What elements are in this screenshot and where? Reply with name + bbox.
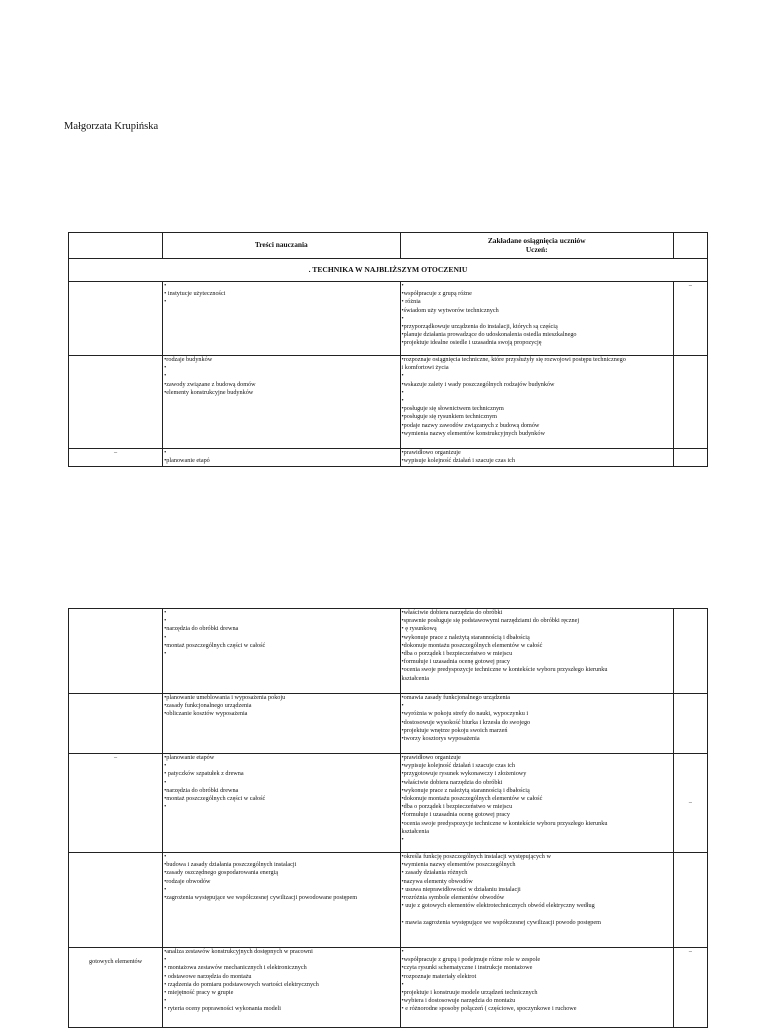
- table-row: [69, 853, 708, 948]
- cell-col4: –: [673, 282, 707, 356]
- list-item: •przygotowuje rysunek wykonawczy i złożeniowy: [401, 770, 527, 778]
- list-item: •rodzaje obwodów: [164, 877, 211, 885]
- header-outcomes: [400, 233, 673, 259]
- list-item: •: [401, 372, 404, 380]
- list-item: •dba o porządek i bezpieczeństwo w miejscu: [401, 803, 513, 811]
- list-item: •rozpoznaje osiągnięcia techniczne, które przysłużyły się rozwojowi postępu technicznego: [401, 356, 626, 363]
- list-item: •prawidłowo organizuje: [401, 449, 461, 456]
- cell-content: [163, 282, 400, 356]
- cell-col1: gotowych elementów: [69, 948, 163, 1028]
- cell-outcomes: [400, 356, 673, 449]
- list-item: •: [164, 650, 167, 658]
- list-item: •: [401, 948, 404, 955]
- list-item: •: [401, 836, 404, 844]
- list-item: •: [164, 956, 167, 964]
- list-item: •prawidłowo organizuje: [401, 754, 461, 761]
- list-item: •planowanie etapó: [164, 457, 210, 465]
- list-item: •formułuje i uzasadnia ocenę gotowej pracy: [401, 658, 511, 666]
- list-item: •sprawnie posługuje się podstawowymi narzędziami do obróbki ręcznej: [401, 617, 580, 625]
- list-item: •rodzaje budynków: [164, 356, 213, 363]
- list-item: kształcenia: [401, 674, 429, 682]
- list-item: •wymienia nazwy elementów poszczególnych: [401, 861, 516, 869]
- list-item: •: [164, 364, 167, 372]
- list-item: •ocenia swoje predyspozycje techniczne w kontekście wyboru przyszłego kierunku: [401, 819, 608, 827]
- list-item: •zawody związane z budową domów: [164, 380, 256, 388]
- list-item: •obliczanie kosztów wyposażenia: [164, 710, 248, 718]
- list-item: •: [164, 372, 167, 380]
- header-cell-4: [673, 233, 707, 259]
- list-item: •planuje działania prowadzące do udoskonalenia osiedla mieszkalnego: [401, 331, 577, 339]
- cell-content: [163, 609, 400, 694]
- header-outcomes-title: Zakładane osiągnięcia uczniów: [487, 235, 586, 245]
- list-item: •ocenia swoje predyspozycje techniczne w kontekście wyboru przyszłego kierunku: [401, 666, 608, 674]
- table-row: [69, 754, 708, 853]
- cell-col1: –: [69, 449, 163, 467]
- list-item: •wybiera i dostosowuje narzędzia do montażu: [401, 997, 516, 1005]
- list-item: •rozróżnia symbole elementów obwodów: [401, 894, 505, 902]
- cell-col4: –: [673, 754, 707, 853]
- list-item: •dokonuje montażu poszczególnych elementów w całość: [401, 795, 543, 803]
- section-title: . TECHNIKA W NAJBLIŻSZYM OTOCZENIU: [69, 259, 708, 282]
- header-content: Treści nauczania: [163, 233, 400, 259]
- list-item: •: [401, 397, 404, 405]
- list-item: •montaż poszczególnych części w całość: [164, 641, 266, 649]
- list-item: •wskazuje zalety i wady poszczególnych rodzajów budynków: [401, 380, 555, 388]
- cell-col4: –: [673, 948, 707, 1028]
- cell-content: [163, 948, 400, 1028]
- list-item: •: [401, 980, 404, 988]
- list-item: •planowanie etapów: [164, 754, 215, 761]
- list-item: •: [164, 449, 167, 456]
- cell-content: [163, 694, 400, 754]
- table-row: [69, 609, 708, 694]
- cell-outcomes: [400, 853, 673, 948]
- list-item: •współpracuje z grupą różne: [401, 290, 472, 298]
- list-item: •: [164, 997, 167, 1005]
- list-item: •współpracuje z grupą i podejmuje różne role w zespole: [401, 956, 541, 964]
- list-item: •: [401, 282, 404, 289]
- cell-col1: [69, 694, 163, 754]
- list-item: •wyróżnia w pokoju strefy do nauki, wypoczynku i: [401, 710, 529, 718]
- table-row: [69, 282, 708, 356]
- list-item: •określa funkcję poszczególnych instalacji występujących w: [401, 853, 551, 860]
- list-item: • odstawowe narzędzia do montażu: [164, 972, 252, 980]
- list-item: •rozpoznaje materiały elektrot: [401, 972, 477, 980]
- list-item: •wypisuje kolejność działań i szacuje czas ich: [401, 457, 515, 465]
- cell-content: [163, 754, 400, 853]
- table-row: [69, 356, 708, 449]
- cell-col1: [69, 356, 163, 449]
- list-item: •: [164, 853, 167, 860]
- list-item: •narzędzia do obróbki drewna: [164, 786, 239, 794]
- list-item: •formułuje i uzasadnia ocenę gotowej pracy: [401, 811, 511, 819]
- list-item: [402, 910, 672, 918]
- list-item: •planowanie umeblowania i wyposażenia pokoju: [164, 694, 286, 701]
- list-item: •narzędzia do obróbki drewna: [164, 625, 239, 633]
- list-item: • mawia zagrożenia występujące we współczesnej cywilizacji powodo postępem: [401, 918, 601, 926]
- header-outcomes-sub: Uczeń:: [525, 244, 548, 254]
- list-item: •dostosowuje wysokość biurka i krzesła do swojego: [401, 718, 531, 726]
- curriculum-table-1: [68, 232, 708, 467]
- section-row: [69, 259, 708, 282]
- cell-col1: –: [69, 754, 163, 853]
- list-item: •: [164, 885, 167, 893]
- list-item: •dokonuje montażu poszczególnych elementów w całość: [401, 641, 543, 649]
- list-item: i komfortowi życia: [401, 364, 449, 372]
- table-row: [69, 948, 708, 1028]
- curriculum-table-2: [68, 608, 708, 1028]
- cell-col1: [69, 853, 163, 948]
- list-item: •projektuje idealne osiedle i uzasadnia swoją propozycję: [401, 339, 542, 347]
- cell-col4: [673, 449, 707, 467]
- cell-col4: [673, 694, 707, 754]
- table-header-row: [69, 233, 708, 259]
- list-item: •projektuje i konstruuje modele urządzeń technicznych: [401, 989, 538, 997]
- list-item: • zasady działania różnych: [401, 869, 468, 877]
- cell-content: [163, 356, 400, 449]
- list-item: kształcenia: [401, 827, 429, 835]
- list-item: •: [401, 388, 404, 396]
- list-item: •przyporządkowuje urządzenia do instalacji, których są częścią: [401, 323, 558, 331]
- cell-content: [163, 853, 400, 948]
- list-item: •: [164, 609, 167, 616]
- list-item: • instytucje użyteczności: [164, 290, 226, 298]
- header-cell-1: [69, 233, 163, 259]
- cell-col1: [69, 282, 163, 356]
- list-item: •: [401, 702, 404, 710]
- list-item: •właściwie dobiera narzędzia do obróbki: [401, 778, 503, 786]
- author-name: Małgorzata Krupińska: [64, 121, 159, 132]
- list-item: • usuwa nieprawidłowości w działaniu instalacji: [401, 885, 521, 893]
- list-item: • miejętność pracy w grupie: [164, 989, 234, 997]
- list-item: •: [164, 803, 167, 811]
- cell-col4: [673, 609, 707, 694]
- cell-outcomes: [400, 449, 673, 467]
- cell-outcomes: [400, 609, 673, 694]
- table-row: [69, 449, 708, 467]
- cell-outcomes: [400, 948, 673, 1028]
- table-row: [69, 694, 708, 754]
- list-item: •projektuje wnętrze pokoju swoich marzeń: [401, 726, 508, 734]
- cell-col4: [673, 853, 707, 948]
- list-item: •zasady funkcjonalnego urządzenia: [164, 702, 252, 710]
- list-item: •zasady oszczędnego gospodarowania energią: [164, 869, 279, 877]
- list-item: •nazywa elementy obwodów: [401, 877, 473, 885]
- list-item: •: [164, 778, 167, 786]
- cell-content: [163, 449, 400, 467]
- list-item: • uuje z gotowych elementów elektrotechnicznych obwód elektryczny według: [401, 902, 595, 910]
- list-item: •czyta rysunki schematyczne i instrukcje montażowe: [401, 964, 533, 972]
- list-item: •analiza zestawów konstrukcyjnych dostępnych w pracowni: [164, 948, 313, 955]
- cell-outcomes: [400, 754, 673, 853]
- list-item: •wykonuje prace z należytą starannością i dbałością: [401, 786, 530, 794]
- list-item: •: [164, 282, 167, 289]
- list-item: •elementy konstrukcyjne budynków: [164, 388, 254, 396]
- list-item: • montażowa zestawów mechanicznych i elektronicznych: [164, 964, 307, 972]
- list-item: • różnia: [401, 298, 421, 306]
- list-item: •wypisuje kolejność działań i szacuje czas ich: [401, 762, 515, 770]
- list-item: •zagrożenia występujące we współczesnej cywilizacji powodowane postępem: [164, 894, 358, 902]
- list-item: •właściwie dobiera narzędzia do obróbki: [401, 609, 503, 616]
- list-item: •wymienia nazwy elementów konstrukcyjnych budynków: [401, 429, 545, 437]
- list-item: •: [401, 314, 404, 322]
- list-item: • e różnorodne sposoby połączeń ( częściowe, spoczynkowe i ruchowe: [401, 1005, 577, 1013]
- list-item: •posługuje się słownictwem technicznym: [401, 405, 504, 413]
- list-item: •posługuje się rysunkiem technicznym: [401, 413, 497, 421]
- list-item: • patyczków szpatułek z drewna: [164, 770, 244, 778]
- cell-col1: [69, 609, 163, 694]
- list-item: •podaje nazwy zawodów związanych z budową domów: [401, 421, 540, 429]
- list-item: •świadom uży wytworów technicznych: [401, 306, 499, 314]
- list-item: •: [164, 633, 167, 641]
- list-item: • ryteria oceny poprawności wykonania modeli: [164, 1005, 281, 1013]
- list-item: •omawia zasady funkcjonalnego urządzenia: [401, 694, 511, 701]
- cell-outcomes: [400, 282, 673, 356]
- list-item: •tworzy kosztorys wyposażenia: [401, 735, 480, 743]
- list-item: •wykonuje prace z należytą starannością i dbałością: [401, 633, 530, 641]
- list-item: •dba o porządek i bezpieczeństwo w miejscu: [401, 650, 513, 658]
- cell-col4: [673, 356, 707, 449]
- list-item: •budowa i zasady działania poszczególnych instalacji: [164, 861, 297, 869]
- list-item: •: [164, 762, 167, 770]
- list-item: •montaż poszczególnych części w całość: [164, 795, 266, 803]
- list-item: •: [164, 617, 167, 625]
- list-item: •: [164, 298, 167, 306]
- cell-outcomes: [400, 694, 673, 754]
- list-item: • rządzenia do pomiaru podstawowych wartości elektrycznych: [164, 980, 319, 988]
- list-item: • ę rysunkową: [401, 625, 437, 633]
